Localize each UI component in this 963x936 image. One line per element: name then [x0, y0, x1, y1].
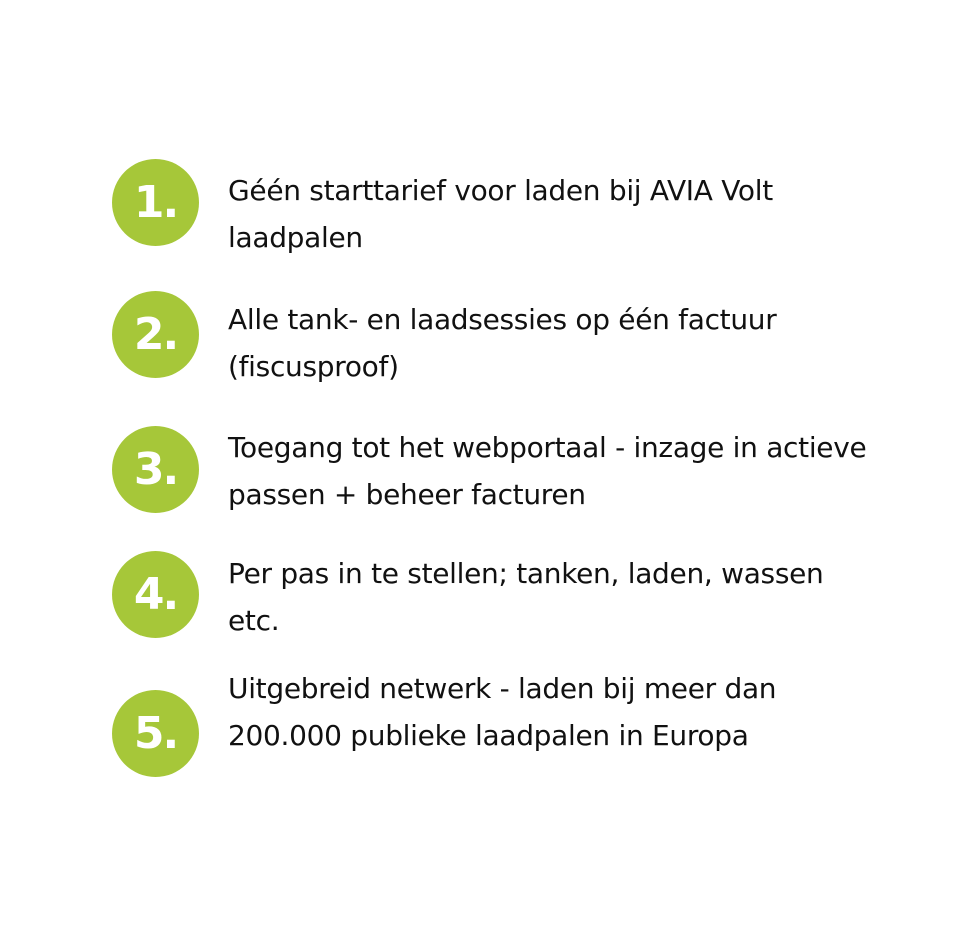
- feature-text: Alle tank- en laadsessies op één factuur (fiscusproof): [228, 303, 777, 383]
- number-badge: 2.: [112, 291, 199, 378]
- feature-text: Uitgebreid netwerk - laden bij meer dan 200.000 publieke laadpalen in Europa: [228, 672, 777, 752]
- number-badge: 3.: [112, 426, 199, 513]
- number-badge: 4.: [112, 551, 199, 638]
- feature-text: Géén starttarief voor laden bij AVIA Volt laadpalen: [228, 174, 773, 254]
- number-badge: 5.: [112, 690, 199, 777]
- feature-text: Per pas in te stellen; tanken, laden, wassen etc.: [228, 557, 824, 637]
- number-badge: 1.: [112, 159, 199, 246]
- feature-text: Toegang tot het webportaal - inzage in actieve passen + beheer facturen: [228, 431, 867, 511]
